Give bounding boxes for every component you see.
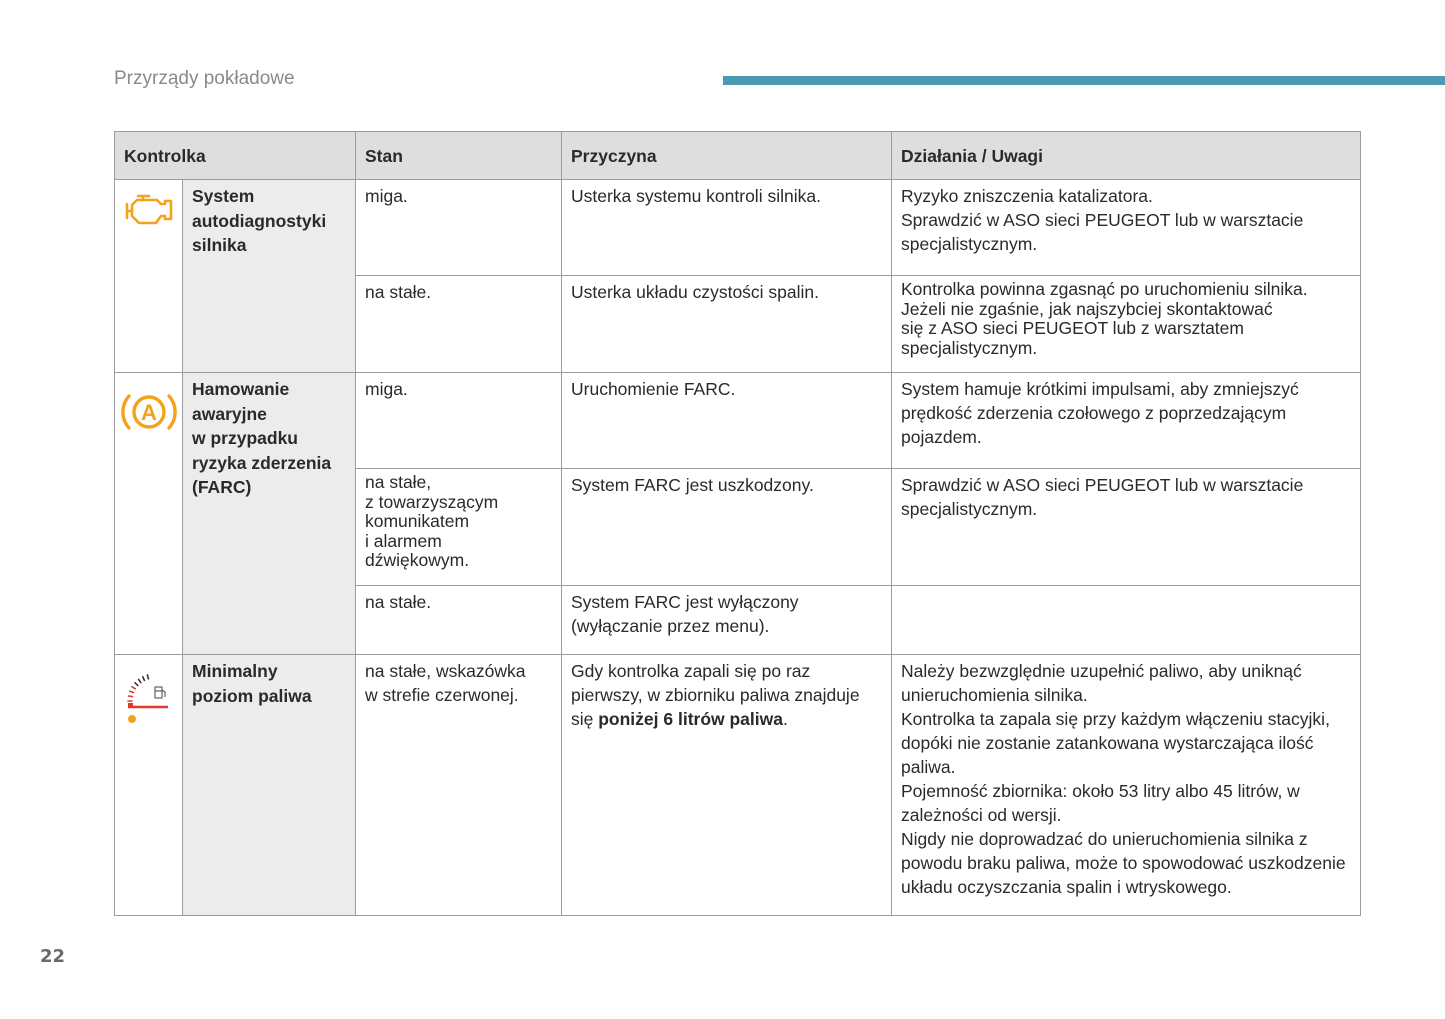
state-cell: na stałe, wskazówka w strefie czerwonej. <box>356 655 562 916</box>
column-header-przyczyna: Przyczyna <box>562 132 892 180</box>
actions-cell: Sprawdzić w ASO sieci PEUGEOT lub w warsztacie specjalistycznym. <box>892 469 1361 586</box>
actions-cell <box>892 586 1361 655</box>
engine-check-icon <box>125 192 173 228</box>
icon-cell <box>115 655 183 916</box>
state-cell: na stałe, z towarzyszącym komunikatem i alarmem dźwiękowym. <box>356 469 562 586</box>
table-row <box>115 655 1361 916</box>
actions-cell: Należy bezwzględnie uzupełnić paliwo, aby uniknąć unieruchomienia silnika. Kontrolka ta zapala się przy każdym włączeniu stacyjki, dopóki nie zostanie zatankowana wystarczająca ilość paliwa. Pojemność zbiornika: około 53 litry albo 45 litrów, w zależności od wersji. Nigdy nie doprowadzać do unieruchomienia silnika z powodu braku paliwa, może to spowodować uszkodzenie układu oczyszczania spalin i wtryskowego. <box>892 655 1361 916</box>
section-title: Przyrządy pokładowe <box>114 68 295 89</box>
state-cell: miga. <box>356 373 562 469</box>
low-fuel-gauge-icon <box>124 665 174 723</box>
cause-cell: Uruchomienie FARC. <box>562 373 892 469</box>
table-row <box>115 373 1361 469</box>
column-header-dzialania: Działania / Uwagi <box>892 132 1361 180</box>
actions-cell: Kontrolka powinna zgasnąć po uruchomieniu silnika. Jeżeli nie zgaśnie, jak najszybciej skontaktować się z ASO sieci PEUGEOT lub z warsztatem specjalistycznym. <box>892 276 1361 373</box>
table-header-row <box>115 132 1361 180</box>
state-cell: miga. <box>356 180 562 276</box>
cause-cell: System FARC jest wyłączony (wyłączanie przez menu). <box>562 586 892 655</box>
cause-cell: System FARC jest uszkodzony. <box>562 469 892 586</box>
cause-cell: Gdy kontrolka zapali się po raz pierwszy, w zbiorniku paliwa znajduje się poniżej 6 litrów paliwa. <box>562 655 892 916</box>
svg-text:A: A <box>140 400 157 425</box>
actions-cell: System hamuje krótkimi impulsami, aby zmniejszyć prędkość zderzenia czołowego z poprzedzającym pojazdem. <box>892 373 1361 469</box>
warning-lights-table <box>114 131 1361 916</box>
column-header-stan: Stan <box>356 132 562 180</box>
table-row <box>115 180 1361 276</box>
actions-cell: Ryzyko zniszczenia katalizatora. Sprawdzić w ASO sieci PEUGEOT lub w warsztacie specjalistycznym. <box>892 180 1361 276</box>
cause-emphasis: poniżej 6 litrów paliwa <box>598 709 783 729</box>
icon-cell <box>115 180 183 373</box>
state-cell: na stałe. <box>356 276 562 373</box>
emergency-braking-icon <box>119 389 179 435</box>
cause-cell: Usterka układu czystości spalin. <box>562 276 892 373</box>
column-header-kontrolka: Kontrolka <box>115 132 356 180</box>
cause-cell: Usterka systemu kontroli silnika. <box>562 180 892 276</box>
icon-cell <box>115 373 183 655</box>
state-cell: na stałe. <box>356 586 562 655</box>
page-number: 22 <box>40 946 66 967</box>
warning-name-cell: System autodiagnostyki silnika <box>183 180 356 373</box>
warning-name-cell: Hamowanie awaryjne w przypadku ryzyka zderzenia (FARC) <box>183 373 356 655</box>
header-accent-bar <box>723 76 1445 85</box>
warning-name-cell: Minimalny poziom paliwa <box>183 655 356 916</box>
